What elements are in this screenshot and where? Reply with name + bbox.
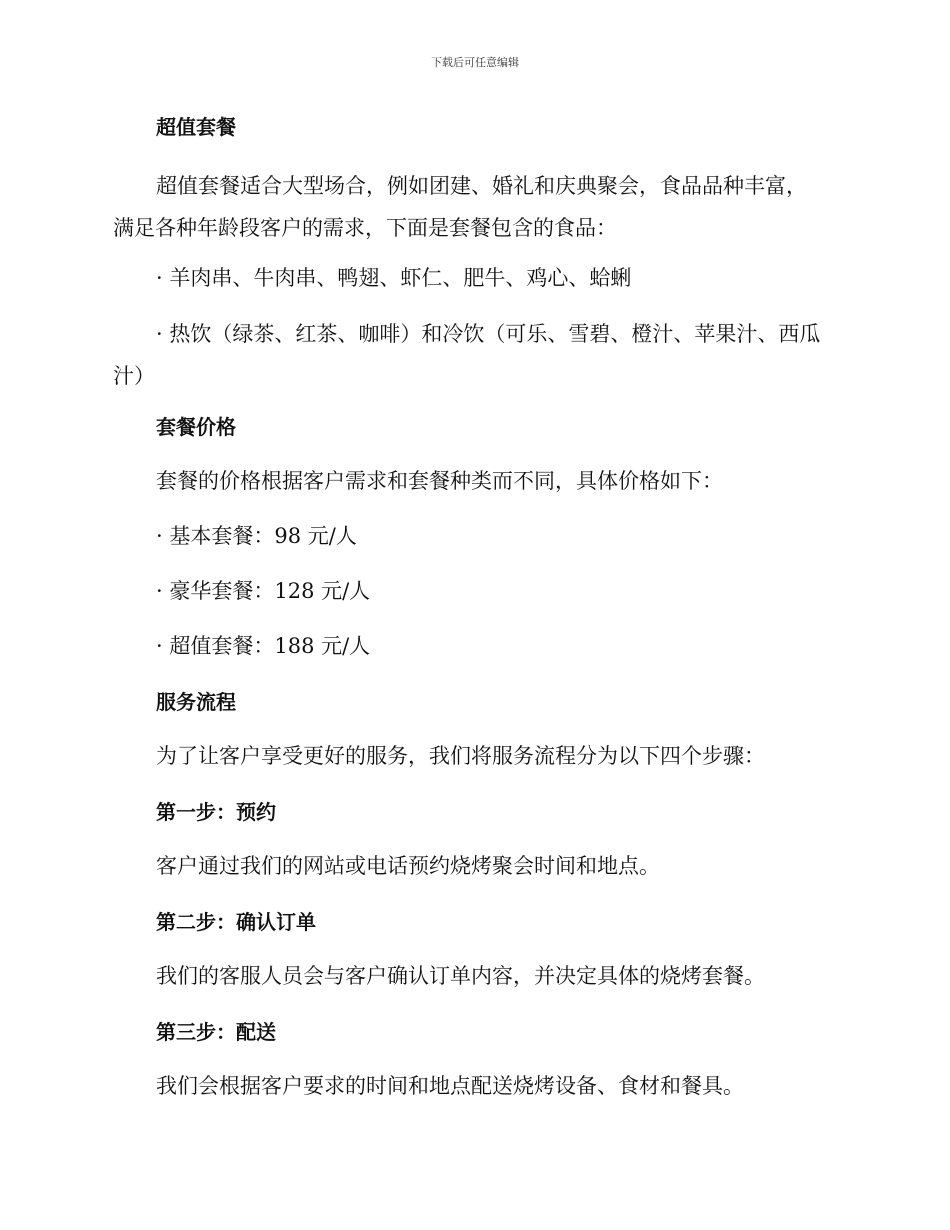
pricing-intro: 套餐的价格根据客户需求和套餐种类而不同，具体价格如下： xyxy=(156,469,723,493)
step-title: 第三步：配送 xyxy=(156,1020,276,1044)
price-item: · 豪华套餐：128 元/人 xyxy=(156,579,371,603)
step-text: 我们的客服人员会与客户确认订单内容，并决定具体的烧烤套餐。 xyxy=(156,964,765,988)
step-text: 我们会根据客户要求的时间和地点配送烧烤设备、食材和餐具。 xyxy=(156,1074,744,1098)
document-body xyxy=(113,110,825,1125)
list-item: · 羊肉串、牛肉串、鸭翅、虾仁、肥牛、鸡心、蛤蜊 xyxy=(156,266,632,290)
section-title-service: 服务流程 xyxy=(156,690,236,714)
section-title-value-package: 超值套餐 xyxy=(156,115,236,139)
service-intro: 为了让客户享受更好的服务，我们将服务流程分为以下四个步骤： xyxy=(156,744,765,768)
list-item: · 热饮（绿茶、红茶、咖啡）和冷饮（可乐、雪碧、橙汁、苹果汁、西瓜汁） xyxy=(113,322,821,388)
step-title: 第一步：预约 xyxy=(156,800,276,824)
section-title-pricing: 套餐价格 xyxy=(156,415,236,439)
value-package-intro: 超值套餐适合大型场合，例如团建、婚礼和庆典聚会，食品品种丰富，满足各种年龄段客户的需求，下面是套餐包含的食品： xyxy=(113,174,807,240)
header-note: 下载后可任意编辑 xyxy=(431,56,519,69)
price-item: · 基本套餐：98 元/人 xyxy=(156,524,357,548)
step-title: 第二步：确认订单 xyxy=(156,910,316,934)
price-item: · 超值套餐：188 元/人 xyxy=(156,634,371,658)
step-text: 客户通过我们的网站或电话预约烧烤聚会时间和地点。 xyxy=(156,854,660,878)
